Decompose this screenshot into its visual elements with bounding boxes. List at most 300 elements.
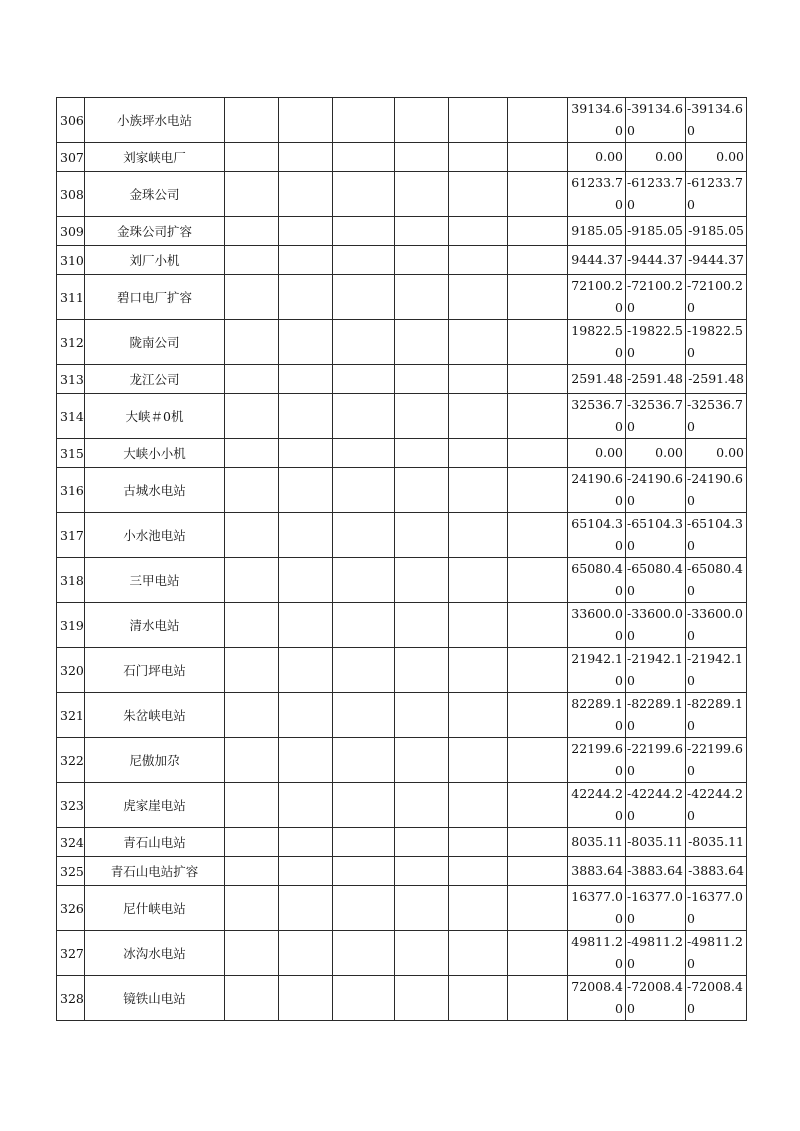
station-name-cell: 小族坪水电站 — [85, 98, 225, 143]
total-cell — [686, 931, 747, 976]
total-cell-line1: -33600.00 — [687, 606, 743, 643]
total-cell: -2591.48 — [686, 365, 747, 394]
row-number-cell: 319 — [57, 603, 85, 648]
station-name-cell: 碧口电厂扩容 — [85, 275, 225, 320]
empty-cell — [279, 558, 333, 603]
empty-cell — [225, 886, 279, 931]
empty-cell — [225, 857, 279, 886]
table-row — [57, 320, 747, 365]
empty-cell — [449, 783, 508, 828]
adjustment-cell: -9185.05 — [626, 217, 686, 246]
amount-cell: 61233.70 — [568, 172, 626, 217]
empty-cell — [225, 931, 279, 976]
total-cell — [686, 648, 747, 693]
empty-cell — [395, 558, 449, 603]
empty-cell — [449, 468, 508, 513]
station-name-cell: 刘家峡电厂 — [85, 143, 225, 172]
empty-cell — [449, 394, 508, 439]
table-row — [57, 217, 747, 246]
total-cell — [686, 468, 747, 513]
row-number-cell: 307 — [57, 143, 85, 172]
total-cell-line1: -21942.10 — [687, 651, 743, 688]
total-cell — [686, 98, 747, 143]
station-name-cell: 尼什峡电站 — [85, 886, 225, 931]
station-name-cell: 金珠公司 — [85, 172, 225, 217]
row-number-cell: 325 — [57, 857, 85, 886]
empty-cell — [333, 603, 395, 648]
total-cell — [686, 603, 747, 648]
empty-cell — [279, 217, 333, 246]
total-cell-line1: -72008.40 — [687, 979, 743, 1016]
adjustment-cell-line1: -22199.60 — [627, 741, 683, 778]
total-cell — [686, 976, 747, 1021]
table-row — [57, 828, 747, 857]
row-number-cell: 308 — [57, 172, 85, 217]
adjustment-cell-line1: -19822.50 — [627, 323, 683, 360]
empty-cell — [508, 394, 568, 439]
empty-cell — [279, 320, 333, 365]
adjustment-cell — [626, 603, 686, 648]
amount-cell: 24190.60 — [568, 468, 626, 513]
empty-cell — [333, 693, 395, 738]
adjustment-cell — [626, 693, 686, 738]
row-number-cell: 314 — [57, 394, 85, 439]
station-name-cell: 古城水电站 — [85, 468, 225, 513]
adjustment-cell — [626, 738, 686, 783]
total-cell: -9185.05 — [686, 217, 747, 246]
empty-cell — [333, 976, 395, 1021]
amount-cell: 22199.60 — [568, 738, 626, 783]
adjustment-cell-line1: -33600.00 — [627, 606, 683, 643]
empty-cell — [225, 98, 279, 143]
table-row — [57, 558, 747, 603]
total-cell — [686, 558, 747, 603]
empty-cell — [449, 143, 508, 172]
amount-cell: 72100.20 — [568, 275, 626, 320]
total-cell-line1: -22199.60 — [687, 741, 743, 778]
empty-cell — [225, 648, 279, 693]
empty-cell — [449, 976, 508, 1021]
row-number-cell: 317 — [57, 513, 85, 558]
amount-cell: 82289.10 — [568, 693, 626, 738]
station-name-cell: 大峡小小机 — [85, 439, 225, 468]
adjustment-cell — [626, 886, 686, 931]
empty-cell — [395, 394, 449, 439]
empty-cell — [395, 320, 449, 365]
table-row — [57, 976, 747, 1021]
empty-cell — [225, 143, 279, 172]
row-number-cell: 321 — [57, 693, 85, 738]
row-number-cell: 310 — [57, 246, 85, 275]
table-row — [57, 513, 747, 558]
empty-cell — [279, 513, 333, 558]
table-row — [57, 439, 747, 468]
empty-cell — [225, 976, 279, 1021]
amount-cell: 0.00 — [568, 439, 626, 468]
table-row — [57, 172, 747, 217]
adjustment-cell — [626, 468, 686, 513]
row-number-cell: 323 — [57, 783, 85, 828]
table-row — [57, 783, 747, 828]
station-name-cell: 大峡＃0机 — [85, 394, 225, 439]
empty-cell — [279, 931, 333, 976]
empty-cell — [395, 143, 449, 172]
empty-cell — [279, 738, 333, 783]
amount-cell: 16377.00 — [568, 886, 626, 931]
empty-cell — [508, 365, 568, 394]
empty-cell — [333, 558, 395, 603]
empty-cell — [395, 783, 449, 828]
empty-cell — [333, 886, 395, 931]
data-table-container — [56, 97, 746, 1021]
empty-cell — [333, 320, 395, 365]
empty-cell — [279, 365, 333, 394]
adjustment-cell — [626, 320, 686, 365]
empty-cell — [279, 828, 333, 857]
station-name-cell: 石门坪电站 — [85, 648, 225, 693]
empty-cell — [225, 468, 279, 513]
adjustment-cell-line1: -49811.20 — [627, 934, 683, 971]
amount-cell: 33600.00 — [568, 603, 626, 648]
table-row — [57, 857, 747, 886]
adjustment-cell-line1: -24190.60 — [627, 471, 683, 508]
adjustment-cell: 0.00 — [626, 143, 686, 172]
empty-cell — [279, 603, 333, 648]
amount-cell: 49811.20 — [568, 931, 626, 976]
total-cell: -8035.11 — [686, 828, 747, 857]
empty-cell — [225, 513, 279, 558]
station-name-cell: 龙江公司 — [85, 365, 225, 394]
empty-cell — [449, 513, 508, 558]
amount-cell: 32536.70 — [568, 394, 626, 439]
empty-cell — [508, 976, 568, 1021]
empty-cell — [449, 275, 508, 320]
empty-cell — [279, 976, 333, 1021]
empty-cell — [225, 394, 279, 439]
row-number-cell: 328 — [57, 976, 85, 1021]
table-row — [57, 468, 747, 513]
row-number-cell: 312 — [57, 320, 85, 365]
empty-cell — [508, 320, 568, 365]
row-number-cell: 326 — [57, 886, 85, 931]
empty-cell — [279, 394, 333, 439]
empty-cell — [508, 98, 568, 143]
table-row — [57, 931, 747, 976]
empty-cell — [508, 886, 568, 931]
empty-cell — [279, 648, 333, 693]
empty-cell — [449, 98, 508, 143]
empty-cell — [279, 886, 333, 931]
empty-cell — [333, 931, 395, 976]
empty-cell — [449, 172, 508, 217]
empty-cell — [279, 275, 333, 320]
total-cell-line1: -16377.00 — [687, 889, 743, 926]
empty-cell — [395, 738, 449, 783]
empty-cell — [449, 558, 508, 603]
empty-cell — [449, 886, 508, 931]
empty-cell — [395, 98, 449, 143]
table-row — [57, 275, 747, 320]
empty-cell — [333, 468, 395, 513]
adjustment-cell-line1: -16377.00 — [627, 889, 683, 926]
adjustment-cell: -9444.37 — [626, 246, 686, 275]
total-cell-line1: -65104.30 — [687, 516, 743, 553]
table-row — [57, 693, 747, 738]
amount-cell: 19822.50 — [568, 320, 626, 365]
amount-cell: 2591.48 — [568, 365, 626, 394]
station-name-cell: 虎家崖电站 — [85, 783, 225, 828]
empty-cell — [333, 365, 395, 394]
empty-cell — [508, 558, 568, 603]
empty-cell — [225, 603, 279, 648]
empty-cell — [225, 558, 279, 603]
empty-cell — [333, 648, 395, 693]
total-cell — [686, 693, 747, 738]
row-number-cell: 311 — [57, 275, 85, 320]
adjustment-cell — [626, 275, 686, 320]
amount-cell: 72008.40 — [568, 976, 626, 1021]
table-row — [57, 246, 747, 275]
total-cell-line1: -39134.60 — [687, 101, 743, 138]
empty-cell — [395, 931, 449, 976]
table-row — [57, 143, 747, 172]
empty-cell — [333, 246, 395, 275]
station-name-cell: 朱岔峡电站 — [85, 693, 225, 738]
empty-cell — [395, 513, 449, 558]
adjustment-cell-line1: -72100.20 — [627, 278, 683, 315]
empty-cell — [508, 275, 568, 320]
empty-cell — [395, 275, 449, 320]
adjustment-cell — [626, 98, 686, 143]
total-cell-line1: -65080.40 — [687, 561, 743, 598]
empty-cell — [449, 365, 508, 394]
table-row — [57, 886, 747, 931]
amount-cell: 9444.37 — [568, 246, 626, 275]
adjustment-cell-line1: -32536.70 — [627, 397, 683, 434]
row-number-cell: 315 — [57, 439, 85, 468]
total-cell — [686, 513, 747, 558]
total-cell-line1: -42244.20 — [687, 786, 743, 823]
empty-cell — [508, 828, 568, 857]
empty-cell — [225, 217, 279, 246]
adjustment-cell — [626, 931, 686, 976]
total-cell-line1: -19822.50 — [687, 323, 743, 360]
adjustment-cell-line1: -61233.70 — [627, 175, 683, 212]
table-row — [57, 603, 747, 648]
empty-cell — [333, 738, 395, 783]
total-cell — [686, 783, 747, 828]
adjustment-cell — [626, 976, 686, 1021]
empty-cell — [449, 246, 508, 275]
table-row — [57, 738, 747, 783]
empty-cell — [395, 886, 449, 931]
station-name-cell: 青石山电站 — [85, 828, 225, 857]
amount-cell: 0.00 — [568, 143, 626, 172]
empty-cell — [279, 143, 333, 172]
row-number-cell: 316 — [57, 468, 85, 513]
amount-cell: 39134.60 — [568, 98, 626, 143]
station-name-cell: 尼傲加尕 — [85, 738, 225, 783]
empty-cell — [333, 394, 395, 439]
total-cell-line1: -61233.70 — [687, 175, 743, 212]
empty-cell — [333, 783, 395, 828]
total-cell-line1: -72100.20 — [687, 278, 743, 315]
empty-cell — [508, 648, 568, 693]
empty-cell — [333, 172, 395, 217]
amount-cell: 21942.10 — [568, 648, 626, 693]
station-name-cell: 小水池电站 — [85, 513, 225, 558]
station-name-cell: 冰沟水电站 — [85, 931, 225, 976]
adjustment-cell: -2591.48 — [626, 365, 686, 394]
empty-cell — [225, 320, 279, 365]
total-cell — [686, 275, 747, 320]
total-cell — [686, 886, 747, 931]
empty-cell — [395, 603, 449, 648]
empty-cell — [508, 246, 568, 275]
empty-cell — [279, 468, 333, 513]
empty-cell — [508, 513, 568, 558]
empty-cell — [395, 217, 449, 246]
empty-cell — [508, 931, 568, 976]
row-number-cell: 327 — [57, 931, 85, 976]
amount-cell: 8035.11 — [568, 828, 626, 857]
empty-cell — [395, 172, 449, 217]
empty-cell — [395, 857, 449, 886]
empty-cell — [395, 246, 449, 275]
adjustment-cell: -3883.64 — [626, 857, 686, 886]
table-row — [57, 394, 747, 439]
station-name-cell: 青石山电站扩容 — [85, 857, 225, 886]
row-number-cell: 306 — [57, 98, 85, 143]
adjustment-cell-line1: -42244.20 — [627, 786, 683, 823]
adjustment-cell — [626, 648, 686, 693]
adjustment-cell-line1: -65080.40 — [627, 561, 683, 598]
empty-cell — [395, 828, 449, 857]
empty-cell — [279, 172, 333, 217]
amount-cell: 42244.20 — [568, 783, 626, 828]
station-name-cell: 金珠公司扩容 — [85, 217, 225, 246]
station-name-cell: 三甲电站 — [85, 558, 225, 603]
empty-cell — [449, 439, 508, 468]
adjustment-cell — [626, 783, 686, 828]
amount-cell: 3883.64 — [568, 857, 626, 886]
empty-cell — [225, 439, 279, 468]
amount-cell: 65104.30 — [568, 513, 626, 558]
empty-cell — [279, 783, 333, 828]
empty-cell — [333, 439, 395, 468]
empty-cell — [449, 738, 508, 783]
empty-cell — [449, 217, 508, 246]
empty-cell — [508, 693, 568, 738]
total-cell: 0.00 — [686, 143, 747, 172]
empty-cell — [508, 172, 568, 217]
empty-cell — [508, 857, 568, 886]
empty-cell — [225, 172, 279, 217]
total-cell-line1: -49811.20 — [687, 934, 743, 971]
empty-cell — [333, 98, 395, 143]
empty-cell — [508, 738, 568, 783]
total-cell — [686, 394, 747, 439]
empty-cell — [279, 246, 333, 275]
amount-cell: 65080.40 — [568, 558, 626, 603]
power-station-table — [56, 97, 747, 1021]
empty-cell — [449, 931, 508, 976]
empty-cell — [279, 98, 333, 143]
total-cell: -3883.64 — [686, 857, 747, 886]
adjustment-cell-line1: -82289.10 — [627, 696, 683, 733]
empty-cell — [333, 513, 395, 558]
empty-cell — [449, 648, 508, 693]
empty-cell — [225, 693, 279, 738]
row-number-cell: 318 — [57, 558, 85, 603]
adjustment-cell-line1: -65104.30 — [627, 516, 683, 553]
adjustment-cell — [626, 513, 686, 558]
empty-cell — [333, 828, 395, 857]
empty-cell — [333, 857, 395, 886]
empty-cell — [279, 693, 333, 738]
amount-cell: 9185.05 — [568, 217, 626, 246]
total-cell — [686, 172, 747, 217]
total-cell-line1: -32536.70 — [687, 397, 743, 434]
table-row — [57, 98, 747, 143]
empty-cell — [395, 693, 449, 738]
empty-cell — [395, 365, 449, 394]
adjustment-cell — [626, 394, 686, 439]
empty-cell — [508, 783, 568, 828]
row-number-cell: 313 — [57, 365, 85, 394]
empty-cell — [508, 143, 568, 172]
station-name-cell: 镜铁山电站 — [85, 976, 225, 1021]
total-cell-line1: -82289.10 — [687, 696, 743, 733]
empty-cell — [508, 439, 568, 468]
adjustment-cell-line1: -72008.40 — [627, 979, 683, 1016]
row-number-cell: 309 — [57, 217, 85, 246]
empty-cell — [279, 857, 333, 886]
station-name-cell: 陇南公司 — [85, 320, 225, 365]
empty-cell — [449, 828, 508, 857]
empty-cell — [449, 320, 508, 365]
adjustment-cell-line1: -39134.60 — [627, 101, 683, 138]
empty-cell — [449, 857, 508, 886]
empty-cell — [449, 603, 508, 648]
adjustment-cell: 0.00 — [626, 439, 686, 468]
empty-cell — [279, 439, 333, 468]
empty-cell — [333, 143, 395, 172]
empty-cell — [449, 693, 508, 738]
empty-cell — [508, 217, 568, 246]
empty-cell — [225, 275, 279, 320]
adjustment-cell — [626, 558, 686, 603]
total-cell: -9444.37 — [686, 246, 747, 275]
empty-cell — [333, 275, 395, 320]
empty-cell — [225, 738, 279, 783]
station-name-cell: 清水电站 — [85, 603, 225, 648]
empty-cell — [395, 976, 449, 1021]
empty-cell — [225, 783, 279, 828]
empty-cell — [225, 246, 279, 275]
adjustment-cell: -8035.11 — [626, 828, 686, 857]
empty-cell — [395, 439, 449, 468]
adjustment-cell-line1: -21942.10 — [627, 651, 683, 688]
empty-cell — [225, 828, 279, 857]
table-row — [57, 648, 747, 693]
total-cell-line1: -24190.60 — [687, 471, 743, 508]
row-number-cell: 320 — [57, 648, 85, 693]
empty-cell — [395, 648, 449, 693]
empty-cell — [225, 365, 279, 394]
total-cell: 0.00 — [686, 439, 747, 468]
empty-cell — [508, 468, 568, 513]
